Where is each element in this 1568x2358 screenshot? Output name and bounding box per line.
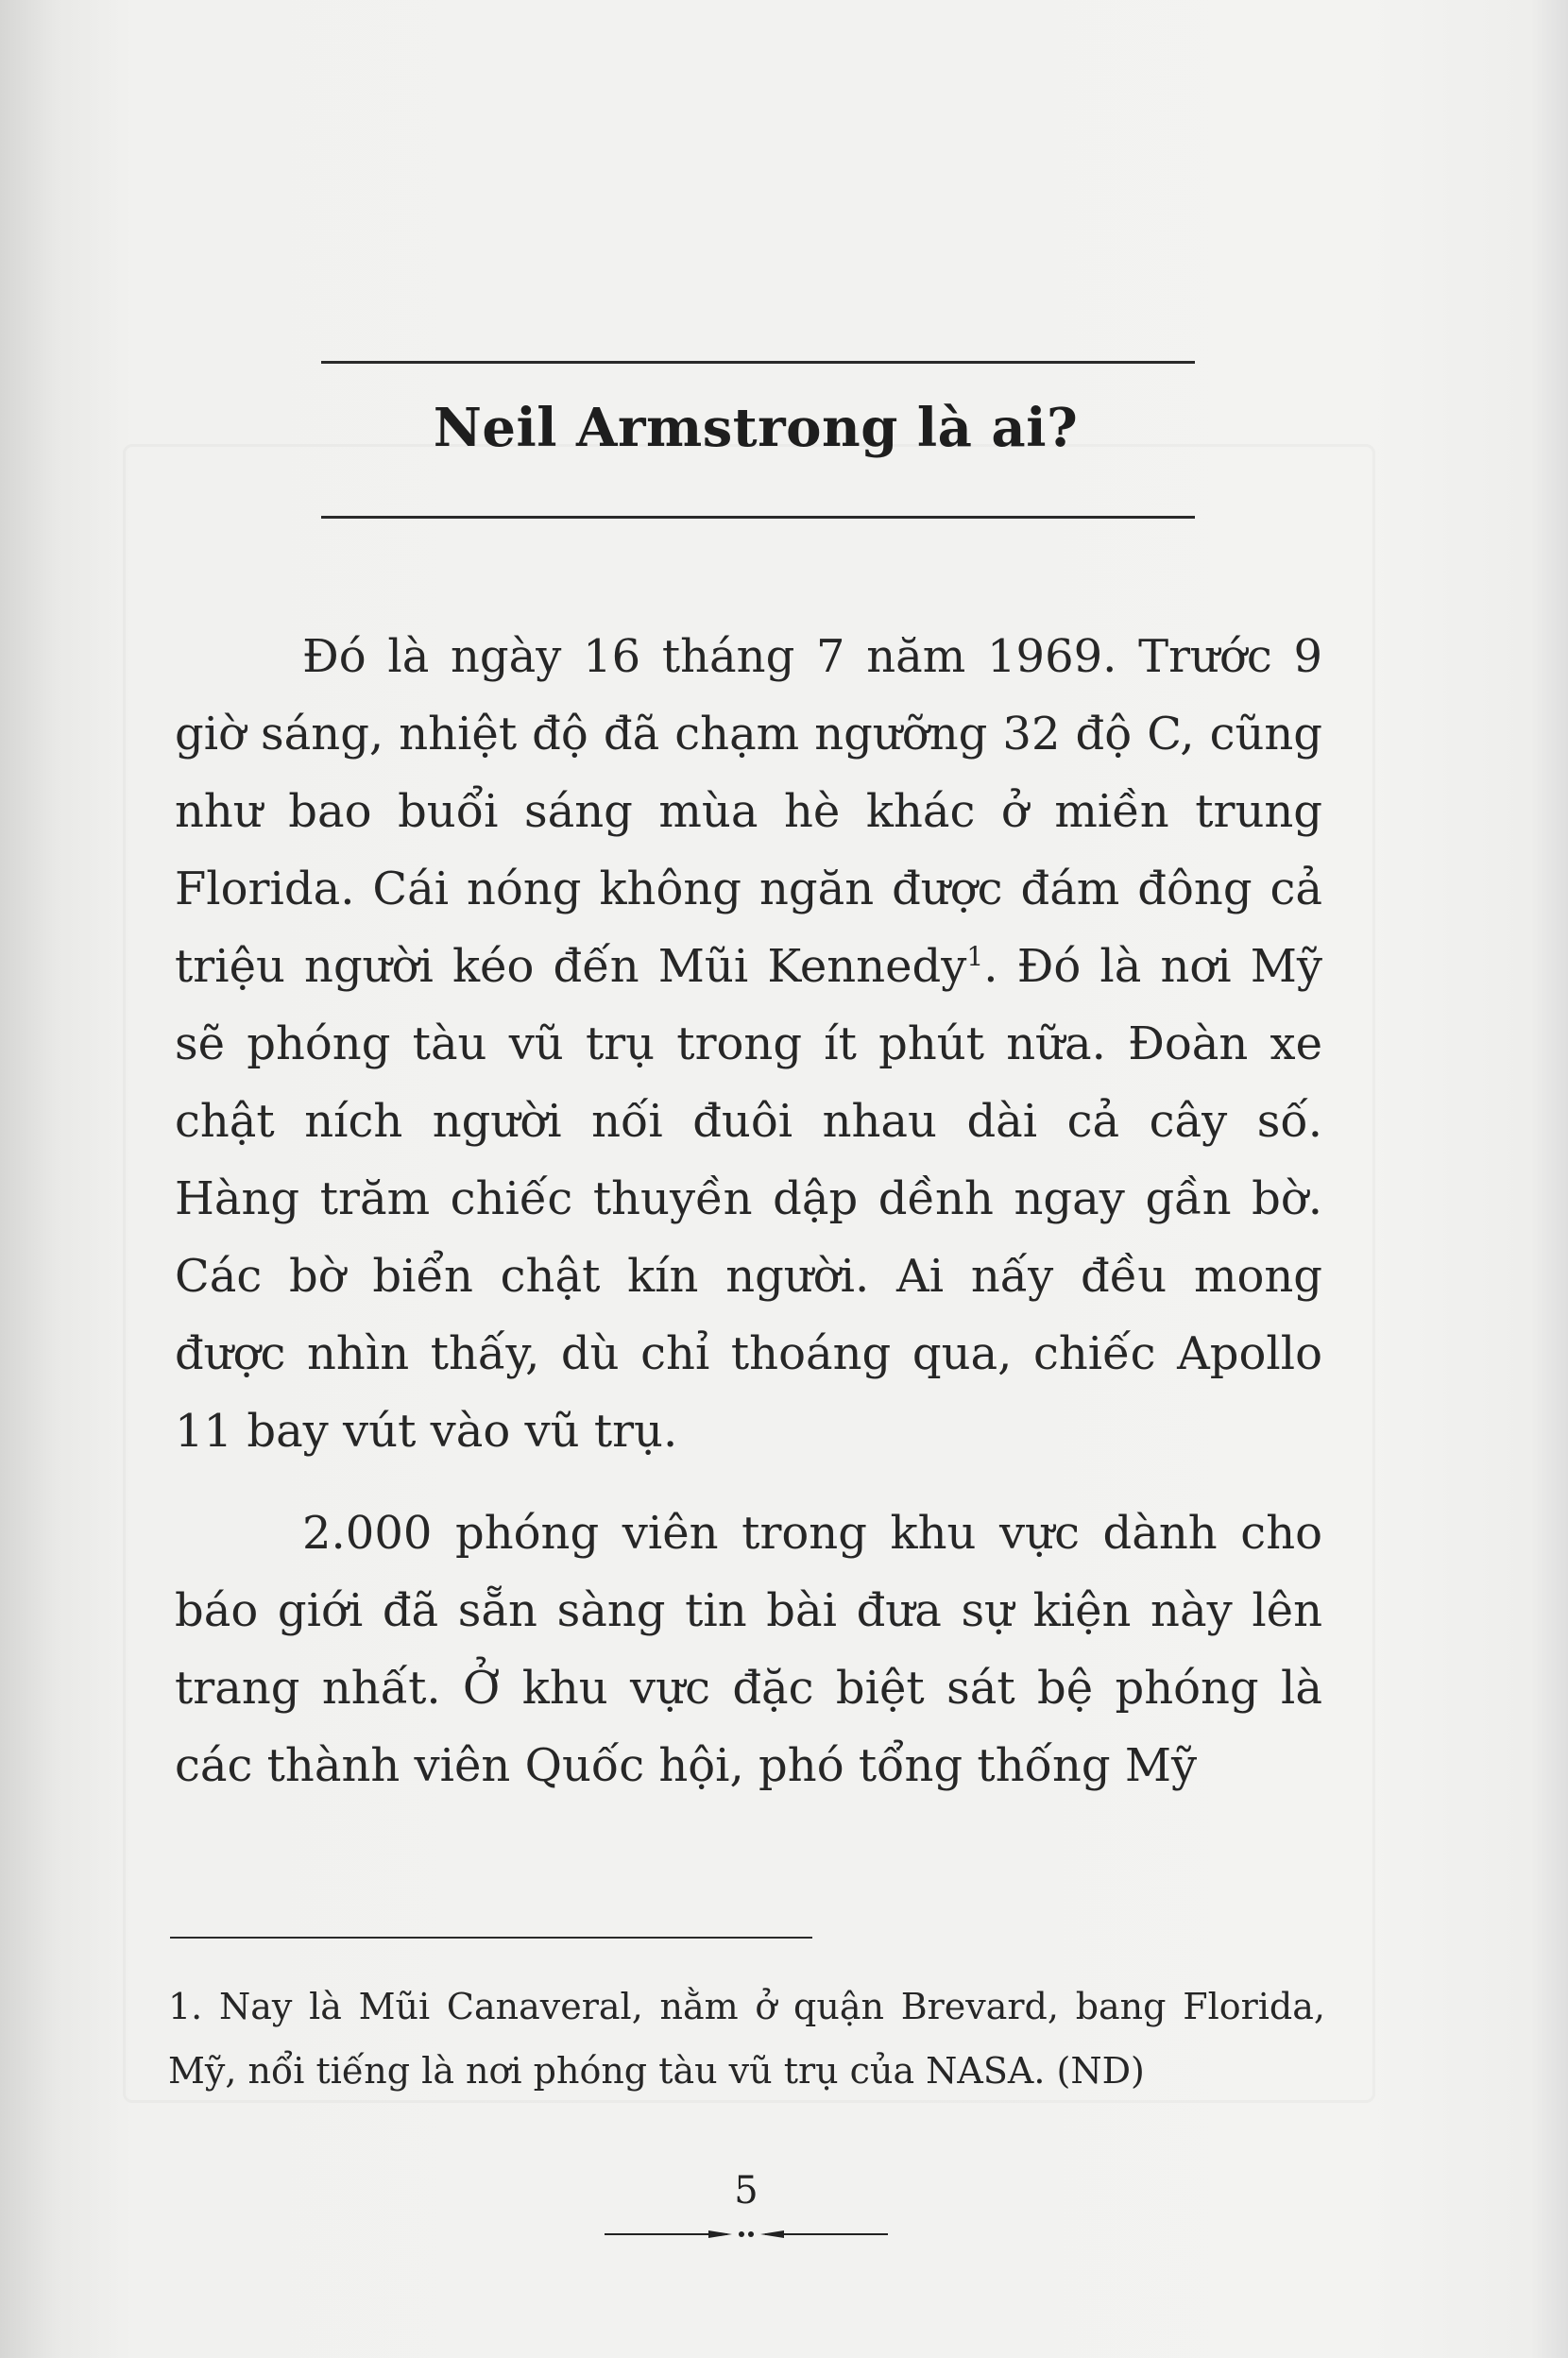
paragraph-1 [175, 618, 1322, 1470]
page-number-ornament [605, 2225, 888, 2244]
footnote [168, 1974, 1325, 2103]
footnote-text: 1. Nay là Mũi Canaveral, nằm ở quận Brevard, bang Florida, Mỹ, nổi tiếng là nơi phóng tàu vũ trụ của NASA. (ND) [168, 1986, 1325, 2092]
title-top-rule [321, 361, 1195, 364]
footnote-reference: 1 [966, 941, 984, 972]
footnote-divider [170, 1937, 812, 1939]
paragraph-2-text: 2.000 phóng viên trong khu vực dành cho báo giới đã sẵn sàng tin bài đưa sự kiện này lên trang nhất. Ở khu vực đặc biệt sát bệ phóng là các thành viên Quốc hội, phó tổng thống Mỹ [175, 1507, 1322, 1792]
chapter-title: Neil Armstrong là ai? [433, 397, 1079, 459]
title-bottom-rule [321, 516, 1195, 519]
paragraph-2 [175, 1495, 1322, 1804]
page-number: 5 [734, 2169, 758, 2213]
paragraph-1-text: Đó là ngày 16 tháng 7 năm 1969. Trước 9 giờ sáng, nhiệt độ đã chạm ngưỡng 32 độ C, cũng như bao buổi sáng mùa hè khác ở miền trung Florida. Cái nóng không ngăn được đám đông cả triệu người kéo đến Mũi Kennedy [175, 630, 1322, 993]
paragraph-1-continued: . Đó là nơi Mỹ sẽ phóng tàu vũ trụ trong ít phút nữa. Đoàn xe chật ních người nối đuôi nhau dài cả cây số. Hàng trăm chiếc thuyền dập dềnh ngay gần bờ. Các bờ biển chật kín người. Ai nấy đều mong được nhìn thấy, dù chỉ thoáng qua, chiếc Apollo 11 bay vút vào vũ trụ. [175, 940, 1323, 1458]
